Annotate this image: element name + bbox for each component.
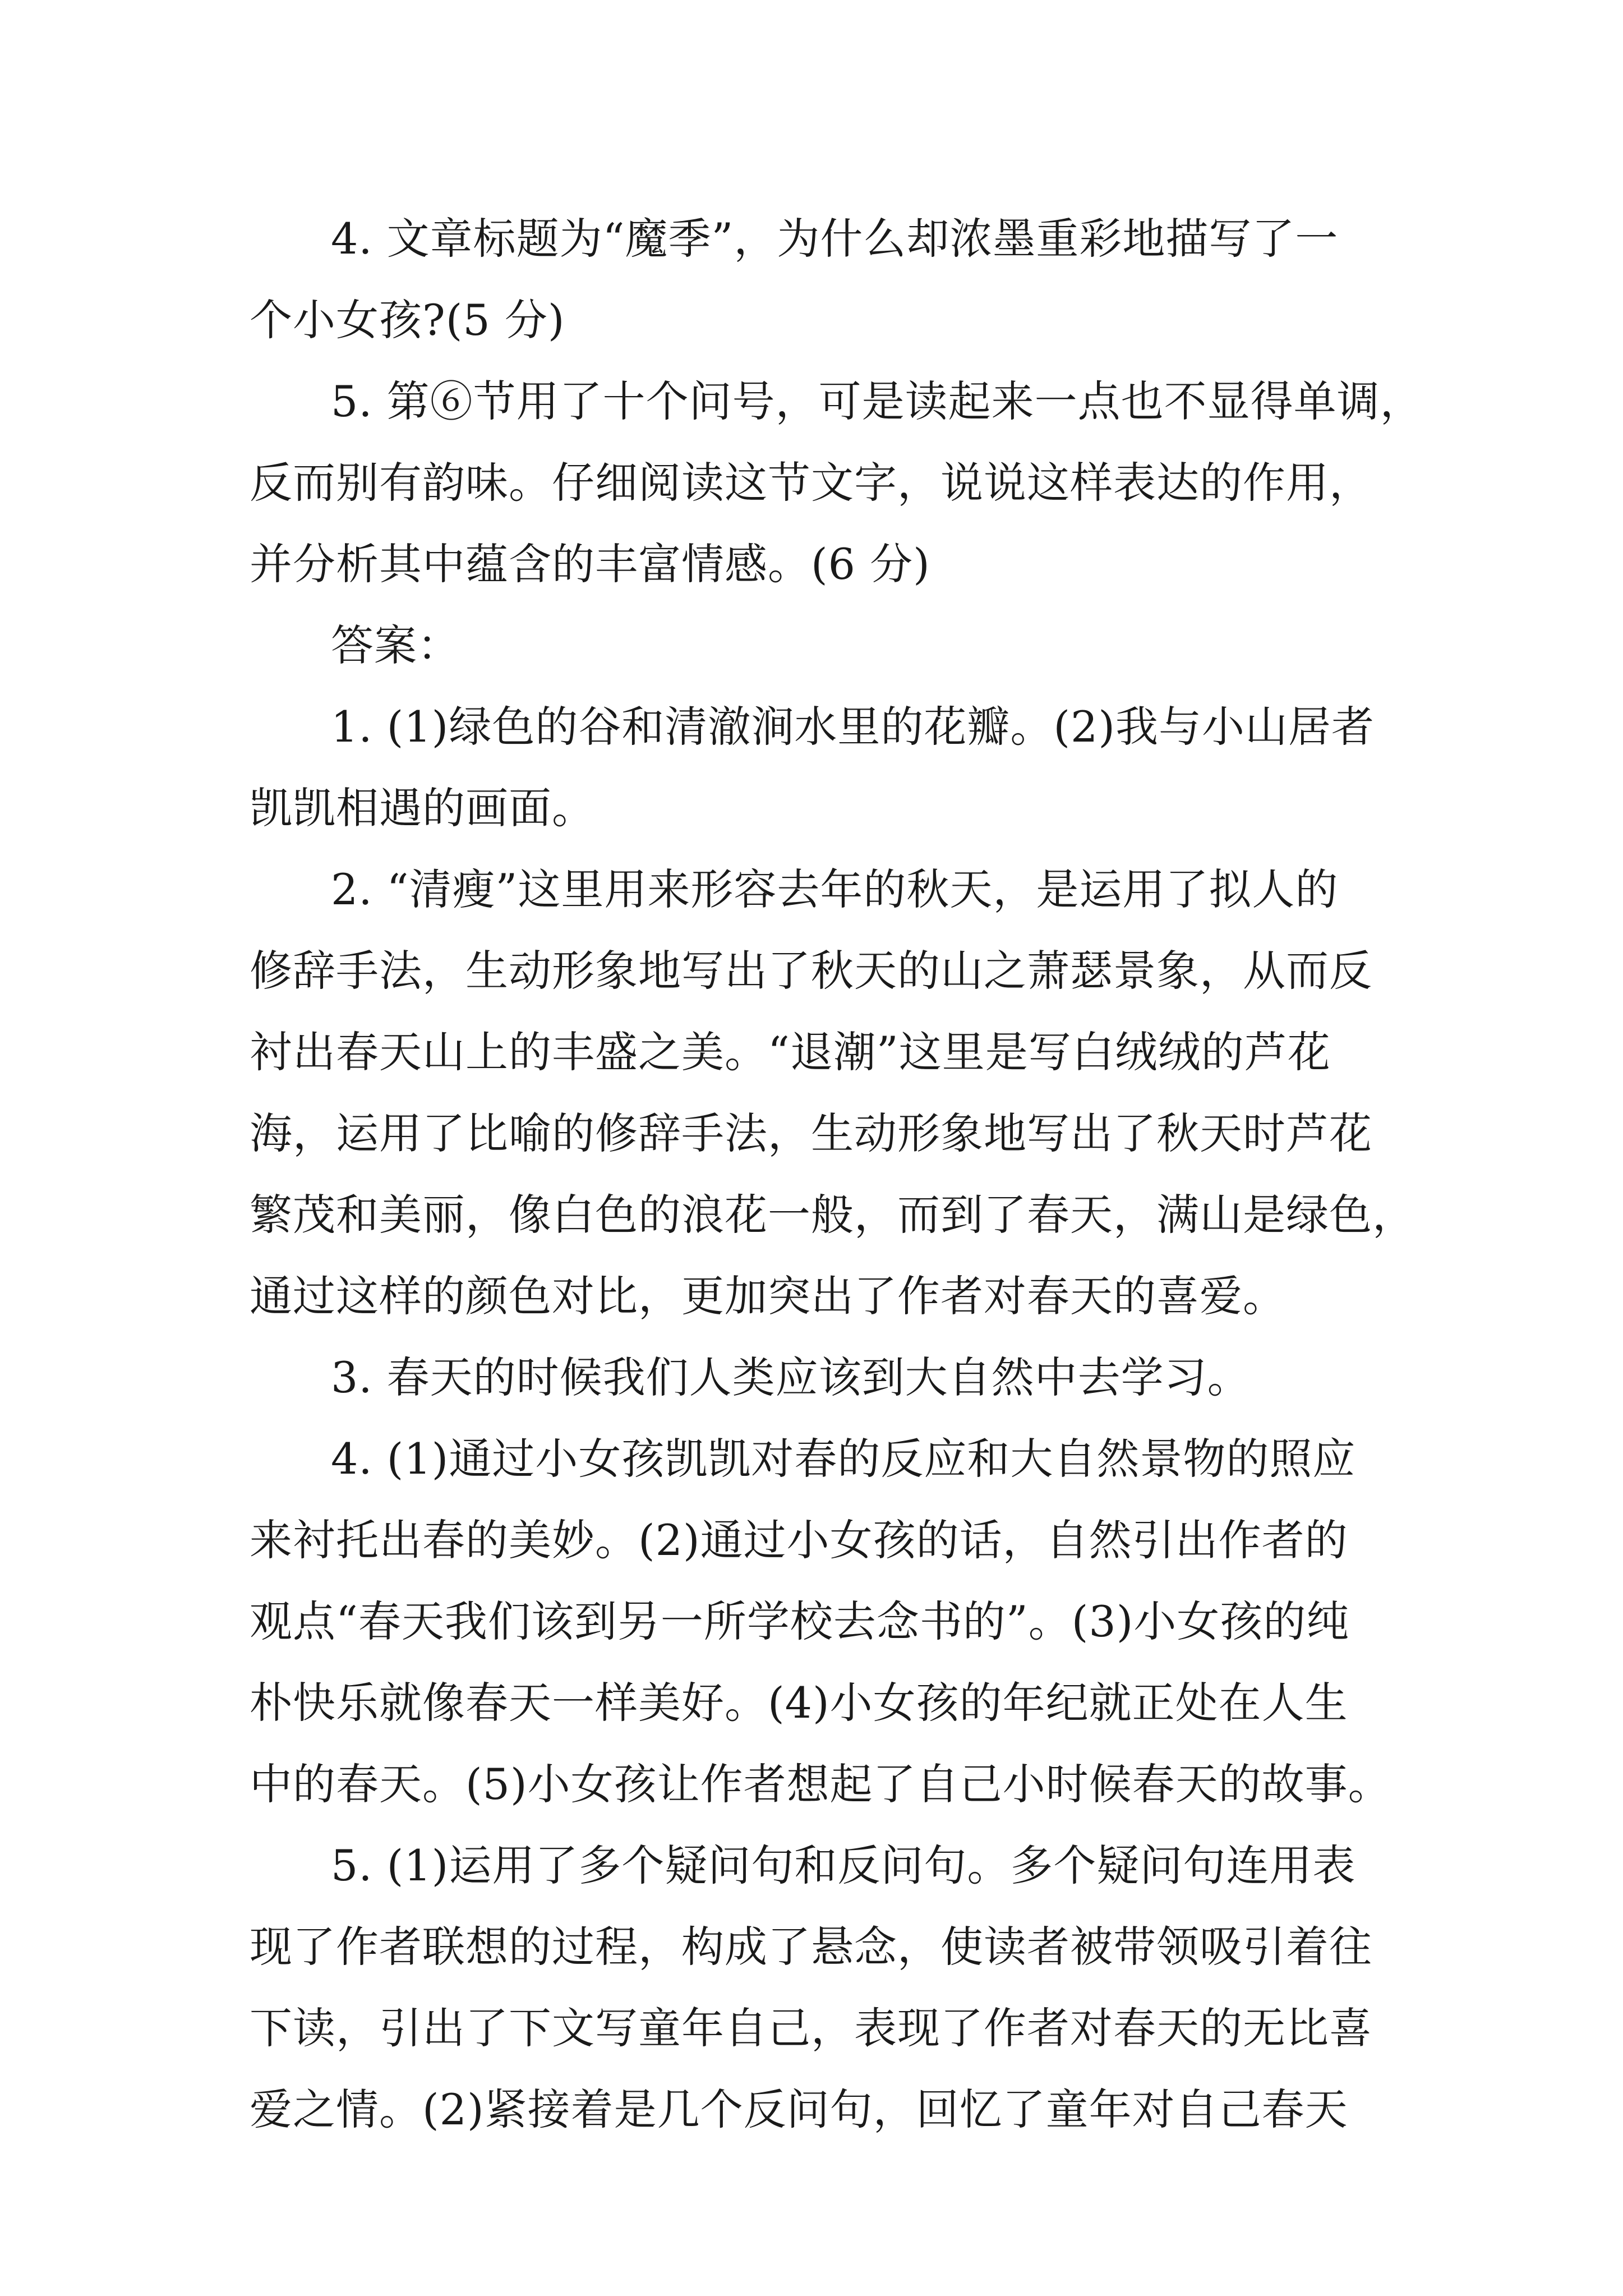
text-line: 中的春天。(5)小女孩让作者想起了自己小时候春天的故事。 (250, 1759, 1391, 1809)
text-line: 1. (1)绿色的谷和清澈涧水里的花瓣。(2)我与小山居者 (331, 702, 1375, 752)
text-line: 观点“春天我们该到另一所学校去念书的”。(3)小女孩的纯 (250, 1596, 1350, 1646)
text-line: 现了作者联想的过程，构成了悬念，使读者被带领吸引着往 (250, 1922, 1372, 1972)
text-line: 反而别有韵味。仔细阅读这节文字，说说这样表达的作用， (250, 458, 1372, 508)
text-line: 爱之情。(2)紧接着是几个反问句，回忆了童年对自己春天 (250, 2085, 1348, 2134)
text-line: 凯凯相遇的画面。 (250, 783, 595, 833)
text-line: 繁茂和美丽，像白色的浪花一般，而到了春天，满山是绿色， (250, 1190, 1415, 1240)
text-line: 衬出春天山上的丰盛之美。“退潮”这里是写白绒绒的芦花 (250, 1027, 1331, 1077)
text-line: 2. “清瘦”这里用来形容去年的秋天，是运用了拟人的 (331, 864, 1339, 914)
text-line: 3. 春天的时候我们人类应该到大自然中去学习。 (331, 1352, 1251, 1402)
text-line: 修辞手法，生动形象地写出了秋天的山之萧瑟景象，从而反 (250, 946, 1372, 996)
text-line: 下读，引出了下文写童年自己，表现了作者对春天的无比喜 (250, 2003, 1372, 2053)
text-line: 5. (1)运用了多个疑问句和反问句。多个疑问句连用表 (331, 1841, 1356, 1890)
text-line: 4. 文章标题为“魔季”，为什么却浓墨重彩地描写了一 (331, 214, 1339, 264)
text-line: 个小女孩?(5 分) (250, 295, 565, 345)
text-line: 5. 第⑥节用了十个问号，可是读起来一点也不显得单调， (331, 376, 1423, 426)
text-line: 朴快乐就像春天一样美好。(4)小女孩的年纪就正处在人生 (250, 1678, 1348, 1728)
text-line: 通过这样的颜色对比，更加突出了作者对春天的喜爱。 (250, 1271, 1286, 1321)
text-line: 海，运用了比喻的修辞手法，生动形象地写出了秋天时芦花 (250, 1108, 1372, 1158)
text-line: 4. (1)通过小女孩凯凯对春的反应和大自然景物的照应 (331, 1434, 1356, 1484)
text-line: 来衬托出春的美妙。(2)通过小女孩的话，自然引出作者的 (250, 1515, 1348, 1565)
text-line: 并分析其中蕴含的丰富情感。(6 分) (250, 539, 930, 589)
answer-heading: 答案： (331, 620, 460, 670)
